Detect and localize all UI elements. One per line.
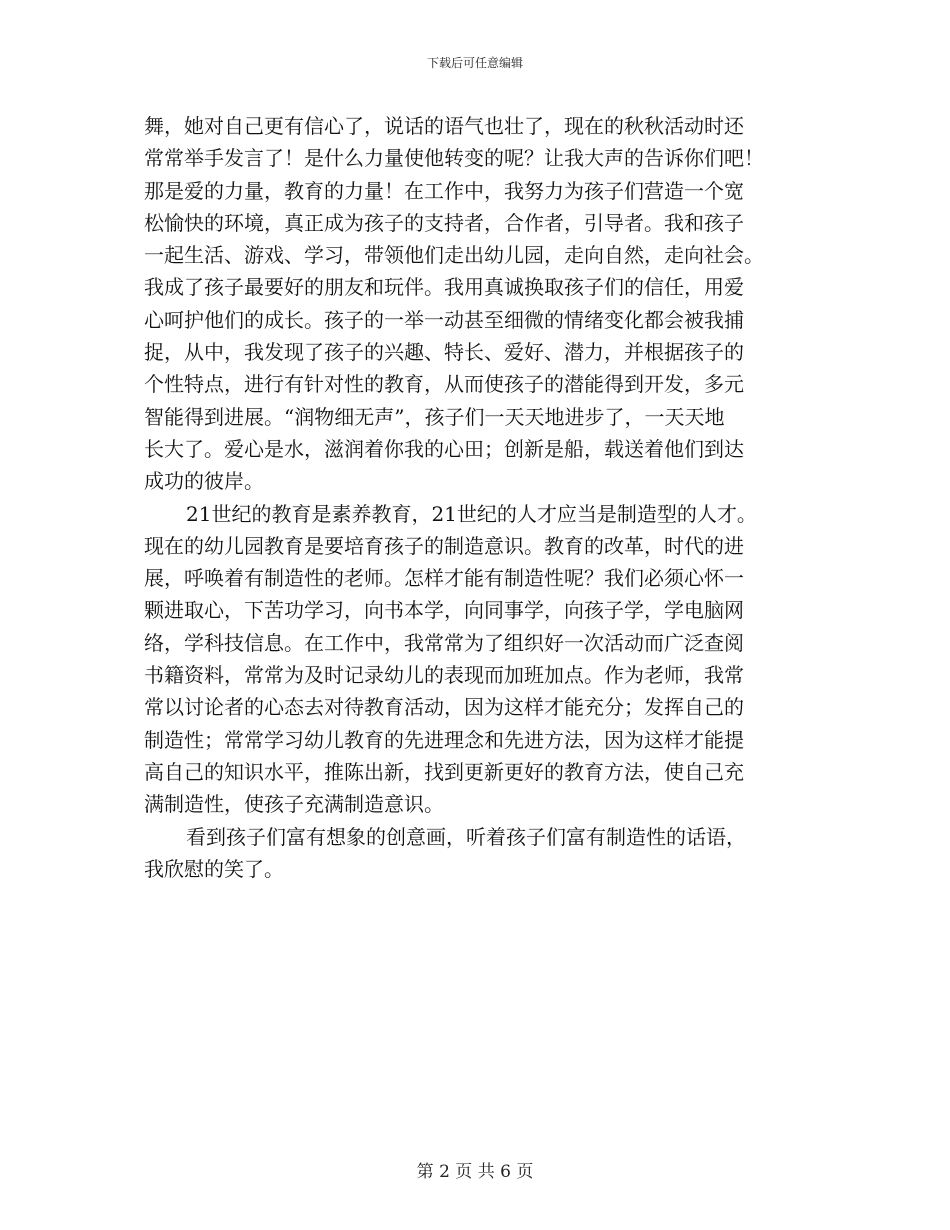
text-line: 一起生活、游戏、学习，带领他们走出幼儿园，走向自然，走向社会。 [144, 243, 764, 268]
text-line: 颗进取心，下苦功学习，向书本学，向同事学，向孩子学，学电脑网 [144, 598, 744, 623]
text-line: 心呵护他们的成长。孩子的一举一动甚至细微的情绪变化都会被我捕 [144, 307, 744, 332]
text-line: 智能得到进展。“润物细无声”，孩子们一天天地进步了，一天天地 [144, 404, 725, 429]
text-line: 个性特点，进行有针对性的教育，从而使孩子的潜能得到开发，多元 [144, 372, 744, 397]
text-line: 那是爱的力量，教育的力量！在工作中，我努力为孩子们营造一个宽 [144, 178, 744, 203]
text-line: 松愉快的环境，真正成为孩子的支持者，合作者，引导者。我和孩子 [144, 210, 744, 235]
text-line: 展，呼唤着有制造性的老师。怎样才能有制造性呢？我们必须心怀一 [144, 566, 744, 591]
paragraph [144, 110, 810, 498]
text-line: 现在的幼儿园教育是要培育孩子的制造意识。教育的改革，时代的进 [144, 533, 744, 558]
text-line: 看到孩子们富有想象的创意画，听着孩子们富有制造性的话语， [186, 824, 746, 849]
text-line: 成功的彼岸。 [144, 469, 264, 494]
text-line: 21世纪的教育是素养教育，21世纪的人才应当是制造型的人才。 [186, 501, 757, 526]
paragraph [144, 821, 810, 886]
text-line: 络，学科技信息。在工作中，我常常为了组织好一次活动而广泛查阅 [144, 630, 744, 655]
text-line: 常以讨论者的心态去对待教育活动，因为这样才能充分；发挥自己的 [144, 695, 744, 720]
text-line: 我欣慰的笑了。 [144, 856, 284, 881]
text-line: 满制造性，使孩子充满制造意识。 [144, 792, 444, 817]
text-line: 舞，她对自己更有信心了，说话的语气也壮了，现在的秋秋活动时还 [144, 114, 744, 138]
text-line: 长大了。爱心是水，滋润着你我的心田；创新是船，载送着他们到达 [144, 436, 744, 461]
text-line: 高自己的知识水平，推陈出新，找到更新更好的教育方法，使自己充 [144, 759, 744, 784]
page-header: 下载后可任意编辑 [426, 56, 523, 70]
text-line: 我成了孩子最要好的朋友和玩伴。我用真诚换取孩子们的信任，用爱 [144, 275, 744, 300]
text-line: 书籍资料，常常为及时记录幼儿的表现而加班加点。作为老师，我常 [144, 663, 744, 688]
document-body [144, 110, 810, 885]
text-line: 捉，从中，我发现了孩子的兴趣、特长、爱好、潜力，并根据孩子的 [144, 340, 744, 365]
page-footer: 第 2 页 共 6 页 [416, 1162, 534, 1182]
text-line: 常常举手发言了！是什么力量使他转变的呢？让我大声的告诉你们吧！ [144, 146, 764, 171]
paragraph [144, 498, 810, 821]
text-line: 制造性；常常学习幼儿教育的先进理念和先进方法，因为这样才能提 [144, 727, 744, 752]
